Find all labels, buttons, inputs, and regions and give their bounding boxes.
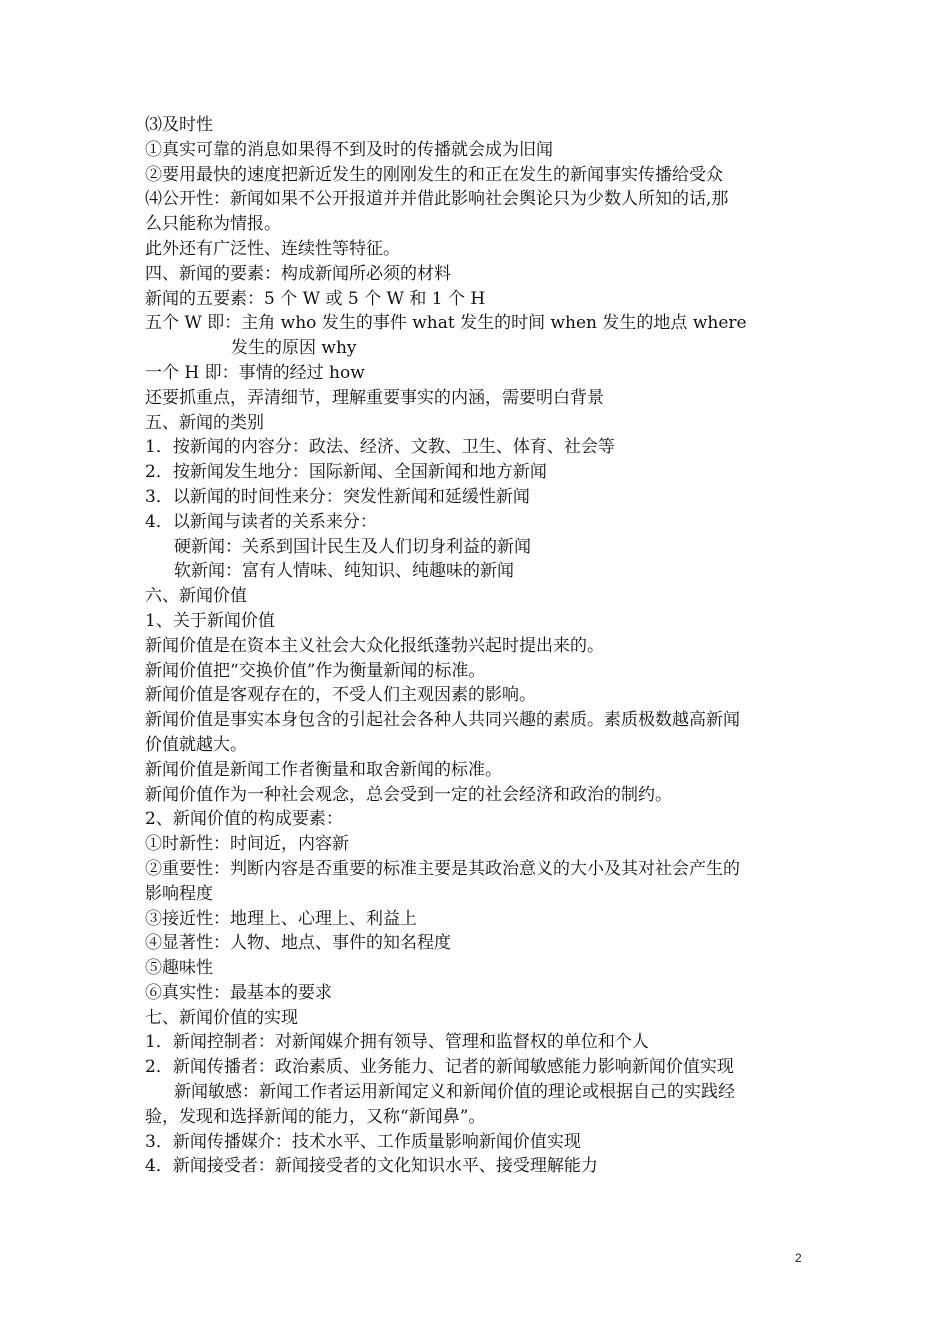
text-line: 验，发现和选择新闻的能力，又称“新闻鼻”。 (145, 1106, 486, 1127)
text-line: 新闻敏感：新闻工作者运用新闻定义和新闻价值的理论或根据自己的实践经 (174, 1082, 735, 1103)
text-line: 新闻价值是在资本主义社会大众化报纸蓬勃兴起时提出来的。 (145, 635, 604, 656)
text-line: ①真实可靠的消息如果得不到及时的传播就会成为旧闻 (145, 139, 553, 160)
text-line: 影响程度 (145, 883, 213, 904)
section-heading-realization: 七、新闻价值的实现 (145, 1007, 298, 1028)
list-item: ①时新性：时间近，内容新 (145, 834, 349, 855)
list-item: ⑤趣味性 (145, 958, 213, 979)
list-item: ⑥真实性：最基本的要求 (145, 982, 332, 1003)
section-heading-publicity: ⑷公开性：新闻如果不公开报道并并借此影响社会舆论只为少数人所知的话,那 (145, 189, 729, 210)
list-item: 1．新闻控制者：对新闻媒介拥有领导、管理和监督权的单位和个人 (145, 1032, 649, 1053)
list-item: 4．以新闻与读者的关系来分： (145, 511, 377, 532)
list-item: 3．以新闻的时间性来分：突发性新闻和延缓性新闻 (145, 486, 530, 507)
text-line: 么只能称为情报。 (145, 214, 281, 235)
text-line: 一个 H 即：事情的经过 how (145, 362, 365, 383)
text-line: 软新闻：富有人情味、纯知识、纯趣味的新闻 (174, 561, 514, 582)
text-line: 发生的原因 why (231, 338, 357, 359)
list-item: 2．按新闻发生地分：国际新闻、全国新闻和地方新闻 (145, 462, 547, 483)
list-item: 3．新闻传播媒介：技术水平、工作质量影响新闻价值实现 (145, 1131, 581, 1152)
section-heading-news-value: 六、新闻价值 (145, 586, 247, 607)
section-heading-timeliness: ⑶及时性 (145, 115, 213, 135)
list-item: ④显著性：人物、地点、事件的知名程度 (145, 933, 451, 954)
text-line: ②要用最快的速度把新近发生的刚刚发生的和正在发生的新闻事实传播给受众 (145, 164, 723, 185)
subsection-heading: 1、关于新闻价值 (145, 610, 275, 631)
text-line: 价值就越大。 (145, 734, 247, 755)
section-heading-elements: 四、新闻的要素：构成新闻所必须的材料 (145, 263, 451, 284)
list-item: ②重要性：判断内容是否重要的标准主要是其政治意义的大小及其对社会产生的 (145, 858, 740, 879)
subsection-heading: 2、新闻价值的构成要素： (145, 809, 343, 830)
text-line: 还要抓重点，弄清细节，理解重要事实的内涵，需要明白背景 (145, 387, 604, 408)
list-item: 4．新闻接受者：新闻接受者的文化知识水平、接受理解能力 (145, 1156, 598, 1177)
list-item: 1．按新闻的内容分：政法、经济、文教、卫生、体育、社会等 (145, 437, 615, 458)
text-line: 五个 W 即：主角 who 发生的事件 what 发生的时间 when 发生的地点 where (145, 313, 747, 334)
text-line: 新闻的五要素：5 个 W 或 5 个 W 和 1 个 H (145, 288, 486, 309)
list-item: 2．新闻传播者：政治素质、业务能力、记者的新闻敏感能力影响新闻价值实现 (145, 1057, 734, 1078)
text-line: 新闻价值是客观存在的，不受人们主观因素的影响。 (145, 685, 536, 706)
text-line: 新闻价值把“交换价值”作为衡量新闻的标准。 (145, 660, 486, 681)
section-heading-categories: 五、新闻的类别 (145, 412, 264, 433)
page-body (145, 113, 815, 1179)
text-line: 硬新闻：关系到国计民生及人们切身利益的新闻 (174, 536, 531, 557)
text-line: 新闻价值作为一种社会观念，总会受到一定的社会经济和政治的制约。 (145, 784, 672, 805)
text-line: 此外还有广泛性、连续性等特征。 (145, 238, 400, 259)
text-line: 新闻价值是新闻工作者衡量和取舍新闻的标准。 (145, 759, 502, 780)
text-line: 新闻价值是事实本身包含的引起社会各种人共同兴趣的素质。素质极数越高新闻 (145, 710, 740, 731)
list-item: ③接近性：地理上、心理上、利益上 (145, 908, 417, 929)
page-number: 2 (795, 1251, 802, 1265)
